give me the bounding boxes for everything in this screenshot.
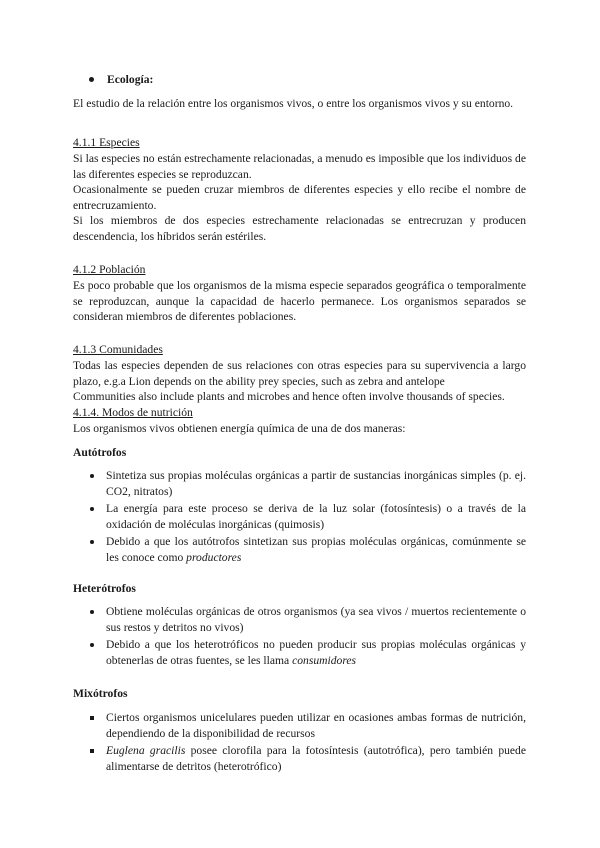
bullet-icon — [90, 610, 94, 614]
autotrofos-list — [73, 468, 526, 567]
bullet-icon — [89, 77, 94, 82]
comunidades-paragraph-2: Communities also include plants and microbes and hence often involve thousands of species. — [73, 390, 505, 403]
list-item: Ciertos organismos unicelulares pueden utilizar en ocasiones ambas formas de nutrición, dependiendo de la disponibilidad de recursos — [73, 710, 526, 741]
mixotrofos-title: Mixótrofos — [73, 687, 128, 700]
square-bullet-icon — [90, 716, 94, 720]
section-heading-comunidades: 4.1.3 Comunidades — [73, 343, 163, 356]
bullet-icon — [90, 474, 94, 478]
section-heading-nutricion: 4.1.4. Modos de nutrición — [73, 406, 193, 419]
bullet-icon — [90, 643, 94, 647]
productores-term: productores — [186, 550, 242, 564]
bullet-icon — [90, 507, 94, 511]
ecologia-heading: Ecología: — [89, 72, 153, 88]
list-item: Debido a que los heterotróficos no pueden producir sus propias moléculas orgánicas y obtenerlas de otras fuentes, se les llama consumidores — [73, 637, 526, 668]
nutricion-paragraph: Los organismos vivos obtienen energía química de una de dos maneras: — [73, 422, 406, 435]
intro-paragraph: El estudio de la relación entre los organismos vivos, o entre los organismos vivos y su entorno. — [73, 97, 514, 110]
list-item: Euglena gracilis posee clorofila para la fotosíntesis (autotrófica), pero también puede alimentarse de detritos (heterotrófico) — [73, 743, 526, 774]
consumidores-term: consumidores — [292, 653, 357, 667]
list-item: Obtiene moléculas orgánicas de otros organismos (ya sea vivos / muertos recientemente o sus restos y detritos no vivos) — [73, 604, 526, 635]
especies-paragraph-3: Si los miembros de dos especies estrechamente relacionadas se entrecruzan y producen descendencia, los híbridos serán estériles. — [73, 214, 526, 243]
heterotrofos-list — [73, 604, 526, 670]
poblacion-paragraph: Es poco probable que los organismos de la misma especie separados geográfica o temporalmente se reproduzcan, aunque la capacidad de hacerlo permanece. Los organismos separados se consideran miembros de diferentes poblaciones. — [73, 279, 526, 323]
square-bullet-icon — [90, 749, 94, 753]
list-item: Sintetiza sus propias moléculas orgánicas a partir de sustancias inorgánicas simples (p. ej. CO2, nitratos) — [73, 468, 526, 499]
list-item: La energía para este proceso se deriva de la luz solar (fotosíntesis) o a través de la oxidación de moléculas inorgánicas (quimosis) — [73, 501, 526, 532]
section-heading-especies: 4.1.1 Especies — [73, 136, 140, 149]
list-item: Debido a que los autótrofos sintetizan sus propias moléculas orgánicas, comúnmente se les conoce como productores — [73, 534, 526, 565]
mixotrofos-list — [73, 710, 526, 776]
section-heading-poblacion: 4.1.2 Población — [73, 263, 146, 276]
especies-paragraph-1: Si las especies no están estrechamente relacionadas, a menudo es imposible que los individuos de las diferentes especies se reproduzcan. — [73, 152, 526, 181]
euglena-term: Euglena gracilis — [106, 744, 186, 757]
especies-paragraph-2: Ocasionalmente se pueden cruzar miembros de diferentes especies y ello recibe el nombre de entrecruzamiento. — [73, 183, 526, 212]
comunidades-paragraph-1: Todas las especies dependen de sus relaciones con otras especies para su supervivencia a largo plazo, e.g.a Lion depends on the ability prey species, such as zebra and antelope — [73, 359, 526, 388]
bullet-icon — [90, 540, 94, 544]
autotrofos-title: Autótrofos — [73, 446, 127, 459]
heterotrofos-title: Heterótrofos — [73, 582, 136, 595]
